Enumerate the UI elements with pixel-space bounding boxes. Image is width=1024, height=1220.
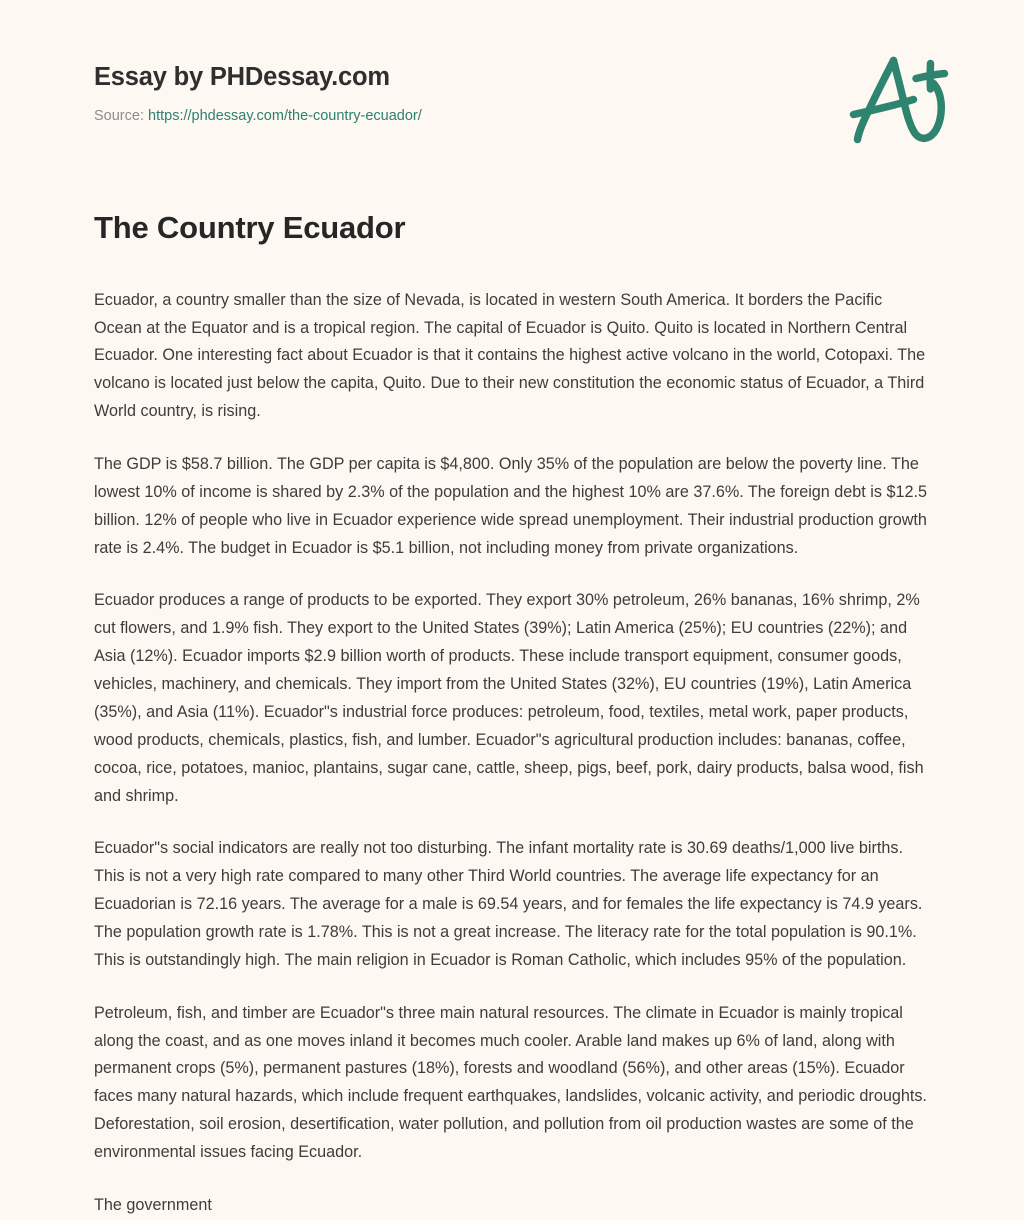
paragraph: Ecuador"s social indicators are really not too disturbing. The infant mortality rate is 30.69 deaths/1,000 live births. This is not a very high rate compared to many other Third World countries. The average life expectancy for an Ecuadorian is 72.16 years. The average for a male is 69.54 years, and for females the life expectancy is 74.9 years. The population growth rate is 1.78%. This is not a great increase. The literacy rate for the total population is 90.1%. This is outstandingly high. The main religion in Ecuador is Roman Catholic, which includes 95% of the population. bbox=[94, 839, 923, 969]
source-url-link[interactable]: https://phdessay.com/the-country-ecuador/ bbox=[148, 107, 422, 124]
essay-body bbox=[94, 248, 930, 1220]
source-line bbox=[94, 93, 930, 126]
page-header bbox=[94, 0, 930, 124]
paragraph: The GDP is $58.7 billion. The GDP per capita is $4,800. Only 35% of the population are below the poverty line. The lowest 10% of income is shared by 2.3% of the population and the highest 10% are 37.6%. The foreign debt is $12.5 billion. 12% of people who live in Ecuador experience wide spread unemployment. Their industrial production growth rate is 2.4%. The budget in Ecuador is $5.1 billion, not including money from private organizations. bbox=[94, 455, 927, 557]
paragraph: Ecuador, a country smaller than the size of Nevada, is located in western South America. It borders the Pacific Ocean at the Equator and is a tropical region. The capital of Ecuador is Quito. Quito is located in Northern Central Ecuador. One interesting fact about Ecuador is that it contains the highest active volcano in the world, Cotopaxi. The volcano is located just below the capita, Quito. Due to their new constitution the economic status of Ecuador, a Third World country, is rising. bbox=[94, 290, 926, 421]
paragraph: Ecuador produces a range of products to be exported. They export 30% petroleum, 26% bananas, 16% shrimp, 2% cut flowers, and 1.9% fish. They export to the United States (39%); Latin America (25%); EU countries (22%); and Asia (12%). Ecuador imports $2.9 billion worth of products. These include transport equipment, consumer goods, vehicles, machinery, and chemicals. They import from the United States (32%), EU countries (19%), Latin America (35%), and Asia (11%). Ecuador"s industrial force produces: petroleum, food, textiles, metal work, paper products, wood products, chemicals, plastics, fish, and lumber. Ecuador"s agricultural production includes: bananas, coffee, cocoa, rice, potatoes, manioc, plantains, sugar cane, cattle, sheep, pigs, beef, pork, dairy products, balsa wood, fish and shrimp. bbox=[94, 591, 924, 805]
paragraph: The government bbox=[94, 1195, 212, 1214]
brand-title: Essay by PHDessay.com bbox=[94, 63, 390, 91]
paragraph: Petroleum, fish, and timber are Ecuador"s three main natural resources. The climate in Ecuador is mainly tropical along the coast, and as one moves inland it becomes much cooler. Arable land makes up 6% of land, along with permanent crops (5%), permanent pastures (18%), forests and woodland (56%), and other areas (15%). Ecuador faces many natural hazards, which include frequent earthquakes, landslides, volcanic activity, and periodic droughts. Deforestation, soil erosion, desertification, water pollution, and pollution from oil production wastes are some of the environmental issues facing Ecuador. bbox=[94, 1003, 927, 1161]
source-label: Source: bbox=[94, 107, 144, 124]
a-plus-logo bbox=[836, 44, 966, 154]
page-title: The Country Ecuador bbox=[94, 210, 406, 245]
